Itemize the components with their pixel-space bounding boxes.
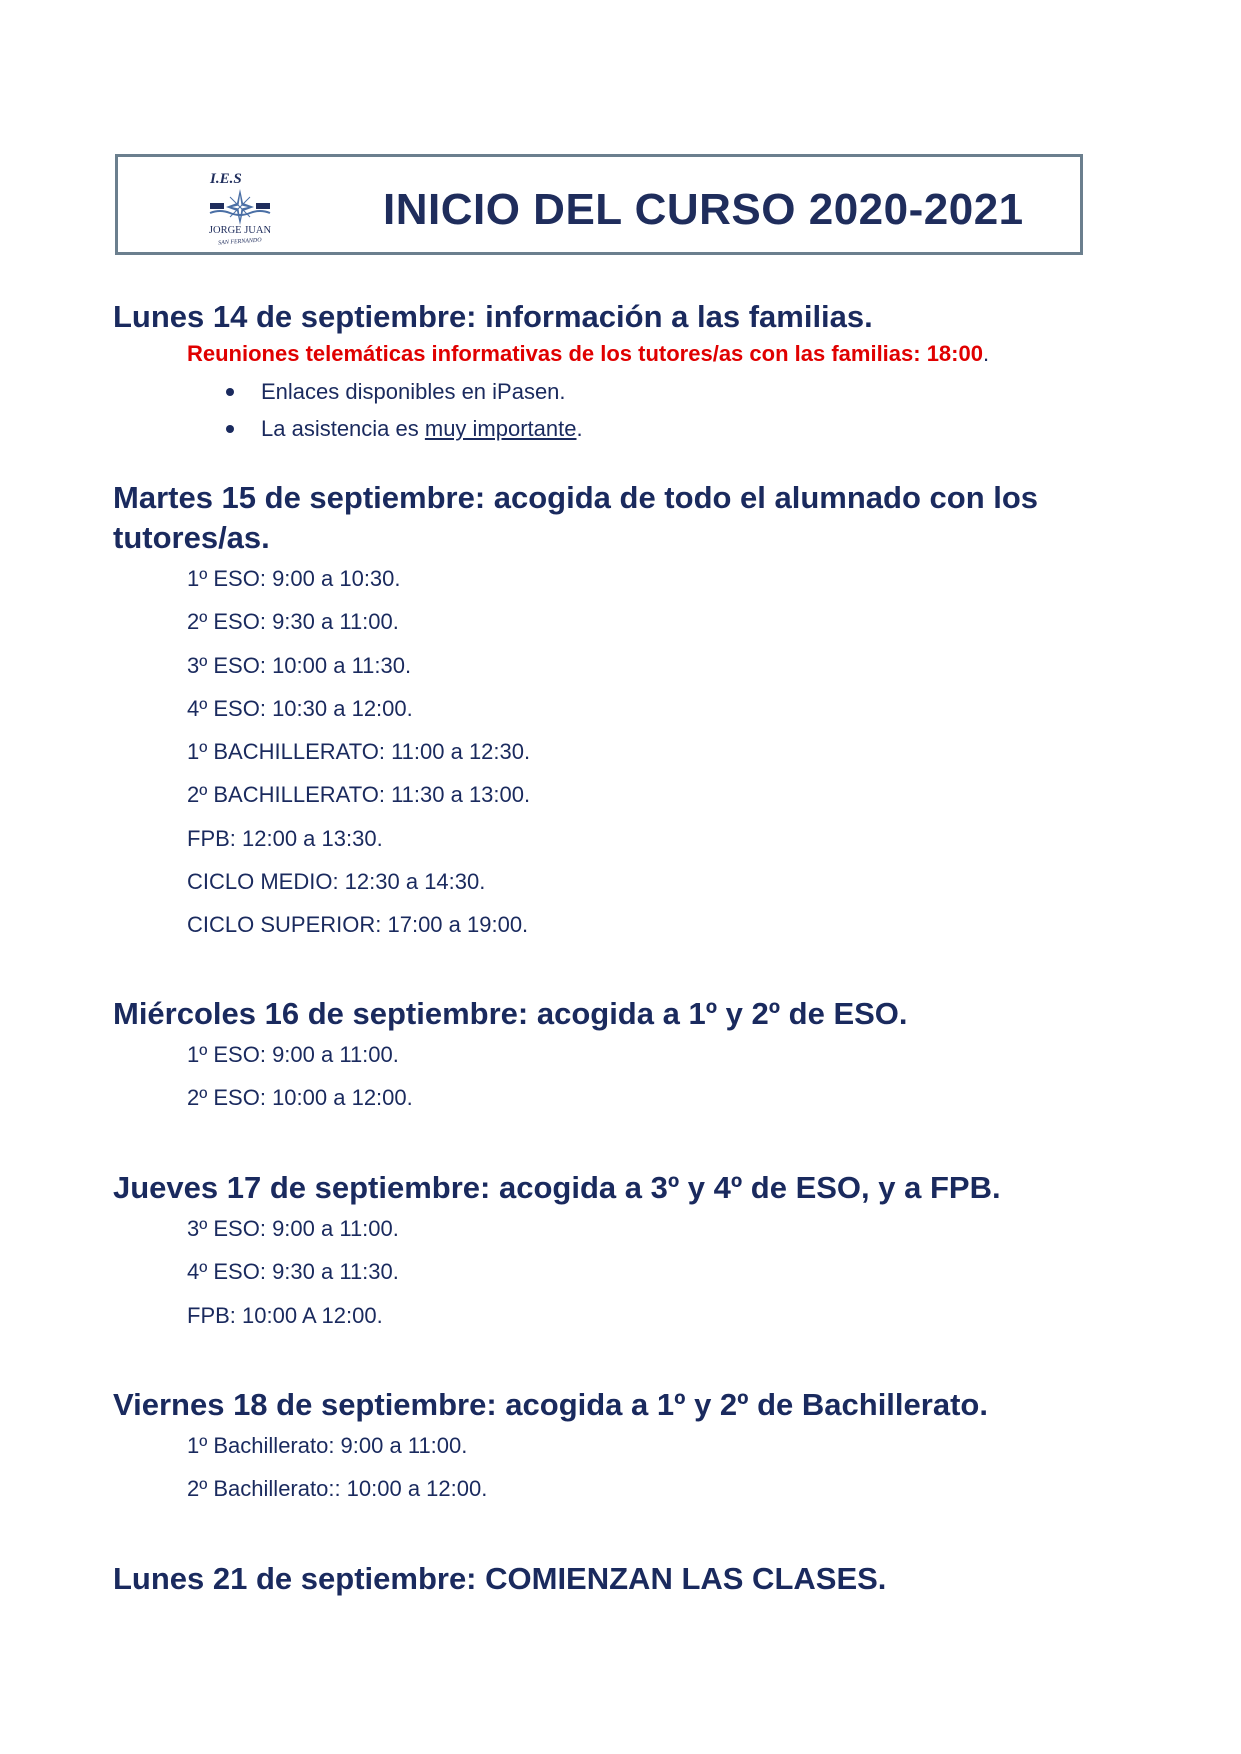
schedule-list: [113, 1207, 1133, 1337]
schedule-item: CICLO SUPERIOR: 17:00 a 19:00.: [187, 912, 529, 938]
importance-link[interactable]: muy importante: [424, 416, 577, 441]
meeting-note-text: Reuniones telemáticas informativas de los tutores/as con las familias: 18:00: [187, 341, 983, 366]
section-monday-21: [113, 1559, 1133, 1599]
compass-star-icon: [226, 189, 254, 225]
meeting-note-period: .: [982, 341, 990, 366]
meeting-note: [187, 339, 1133, 369]
schedule-item: 2º Bachillerato:: 10:00 a 12:00.: [187, 1476, 488, 1502]
section-heading: [113, 478, 1133, 558]
bullet-list: [113, 373, 1133, 447]
schedule-item: 2º BACHILLERATO: 11:30 a 13:00.: [187, 782, 531, 808]
schedule-item: 1º Bachillerato: 9:00 a 11:00.: [187, 1433, 468, 1458]
section-monday-14: [113, 297, 1133, 447]
schedule-item: 3º ESO: 10:00 a 11:30.: [187, 652, 412, 678]
schedule-item: 4º ESO: 10:30 a 12:00.: [187, 695, 413, 721]
section-friday-18: [113, 1385, 1133, 1511]
schedule-item: 2º ESO: 10:00 a 12:00.: [187, 1085, 413, 1111]
section-heading: Jueves 17 de septiembre: acogida a 3º y 4º de ESO, y a FPB.: [113, 1170, 1001, 1205]
schedule-item: 1º ESO: 9:00 a 10:30.: [187, 566, 401, 591]
schedule-item: 2º ESO: 9:30 a 11:00.: [187, 609, 399, 635]
bullet-item: [113, 410, 1133, 447]
bullet-item: Enlaces disponibles en iPasen.: [113, 373, 1133, 410]
schedule-list: [113, 1424, 1133, 1511]
schedule-list: [113, 1033, 1133, 1120]
page-title: INICIO DEL CURSO 2020-2021: [383, 185, 1024, 234]
section-heading: Lunes 14 de septiembre: información a las familias.: [113, 299, 873, 334]
section-heading: Lunes 21 de septiembre: COMIENZAN LAS CLASES.: [113, 1561, 887, 1596]
schedule-item: FPB: 10:00 A 12:00.: [187, 1302, 383, 1328]
section-wednesday-16: [113, 994, 1133, 1120]
svg-text:SAN FERNANDO: SAN FERNANDO: [218, 237, 262, 247]
logo-letter-i: I.E.S: [210, 171, 242, 187]
section-heading: Miércoles 16 de septiembre: acogida a 1º y 2º de ESO.: [113, 996, 908, 1031]
section-heading-line1: Martes 15 de septiembre: acogida de todo el alumnado con los: [113, 480, 1039, 515]
schedule-item: FPB: 12:00 a 13:30.: [187, 825, 383, 851]
schedule-item: 1º BACHILLERATO: 11:00 a 12:30.: [187, 739, 531, 765]
bullet-suffix: .: [576, 416, 583, 441]
school-logo: [196, 163, 284, 251]
schedule-item: 1º ESO: 9:00 a 11:00.: [187, 1042, 399, 1067]
section-tuesday-15: [113, 478, 1133, 947]
svg-text:JORGE JUAN: JORGE JUAN: [208, 225, 272, 236]
schedule-list: [113, 557, 1133, 947]
schedule-item: CICLO MEDIO: 12:30 a 14:30.: [187, 869, 486, 895]
schedule-item: 3º ESO: 9:00 a 11:00.: [187, 1216, 399, 1241]
section-heading-line2: tutores/as.: [113, 520, 270, 555]
schedule-item: 4º ESO: 9:30 a 11:30.: [187, 1259, 399, 1285]
header-banner: [115, 154, 1083, 255]
bullet-prefix: La asistencia es: [261, 416, 425, 441]
section-heading: Viernes 18 de septiembre: acogida a 1º y 2º de Bachillerato.: [113, 1387, 988, 1422]
section-thursday-17: [113, 1168, 1133, 1337]
